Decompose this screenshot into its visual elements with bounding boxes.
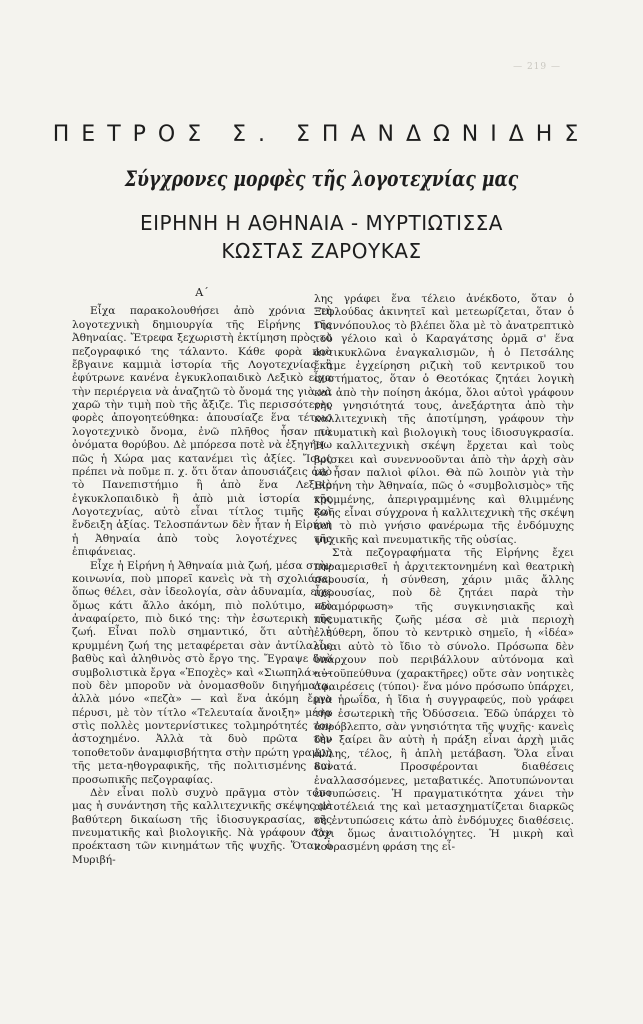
paragraph: Στὰ πεζογραφήματα τῆς Εἰρήνης ἔχει παραμερισθεῖ ἡ ἀρχιτεκτονημένη καὶ θεατρικὴ παρουσία, ἡ σύνθεση, χάριν μιᾶς ἄλλης παρουσίας, ποὺ δὲ ζητάει παρὰ τὴν «διαμόρφωση» τῆς συγκινησιακῆς καὶ πνευματικῆς ζωῆς μέσα σὲ μιὰ περιοχὴ ἐλεύθερη, ὅπου τὸ κεντρικὸ σημεῖο, ἡ «ἰδέα» εἶναι αὐτὸ τὸ ἴδιο τὸ σύνολο. Πρόσωπα δὲν ὑπάρχουν ποὺ περιβάλλουν αὐτόνομα καὶ αὐτοϋπεύθυνα (χαρακτῆρες) οὔτε σὰν νοητικὲς ἀφαιρέσεις (τύποι)· ἕνα μόνο πρόσωπο ὑπάρχει, μιὰ ἡρωΐδα, ἡ ἴδια ἡ συγγραφεύς, ποὺ γράφει τὴν ἐσωτερικὴ τῆς Ὀδύσσεια. Ἐδῶ ὑπάρχει τὸ ἀπρόβλεπτο, σὰν γνησιότητα τῆς ψυχῆς· κανεὶς δὲν ξαίρει ἂν αὐτὴ ἡ πράξη εἶναι ἀρχὴ μιᾶς ἄλλης, τέλος, ἢ ἁπλὴ μετάβαση. Ὅλα εἶναι δυνατά. Προσφέρονται διαθέσεις ἐναλλασσόμενες, μεταβατικές. Ἀποτυπώνονται ἐντυπώσεις. Ἡ πραγματικότητα χάνει τὴν αὐτοτέλειά της καὶ μετασχηματίζεται διαρκῶς σὲ ἐντυπώσεις κάτω ἀπὸ ἐνδόμυχες διαθέσεις. Ὄχι ὅμως ἀναιτιολόγητες. Ἡ μικρὴ καὶ κουρασμένη φράση της εἶ- xyxy=(314,547,574,854)
paragraph: Εἶχε ἡ Εἰρήνη ἡ Ἀθηναία μιὰ ζωή, μέσα στὴν κοινωνία, ποὺ μπορεῖ κανεὶς νὰ τὴ σχολιάσει ὅπως θέλει, σὰν ἰδεολογία, σὰν ἀδυναμία, εἶχε ὅμως κάτι ἄλλο ἀκόμη, πιὸ πολύτιμο, πιὸ ἀναφαίρετο, πιὸ δικό της: τὴν ἐσωτερικὴ τῆς ζωή. Εἶναι πολὺ σημαντικό, ὅτι αὐτὴ ἡ κρυμμένη ζωή της μεταφέρεται σὰν ἀντίλαλος βαθὺς καὶ ἀληθινὸς στὸ ἔργο της. Ἔγραψε δυὸ συμβολιστικὰ ἔργα «Ἐποχὲς» καὶ «Σιωπηλά» — ποὺ δὲν μποροῦν νὰ ὀνομασθοῦν διηγήματα, ἀλλὰ μόνο «πεζὰ» — καὶ ἕνα ἀκόμη ἔργο πέρυσι, μὲ τὸν τίτλο «Τελευταία ἄνοιξη» μέσα στὶς πολλὲς μοντερνίστικες τολμηρότητές του ἀστοχημένο. Ἀλλὰ τὰ δυὸ πρῶτα τὴν τοποθετοῦν ἀναμφισβήτητα στὴν πρώτη γραμμὴ τῆς μετα-ηθογραφικῆς, τῆς πολιτισμένης καὶ προσωπικῆς πεζογραφίας. xyxy=(72,559,332,786)
paragraph: Δὲν εἶναι πολὺ συχνὸ πρᾶγμα στὸν τόπο μας ἡ συνάντηση τῆς καλλιτεχνικῆς σκέψης μὲ βαθύτερη δικαίωση τῆς ἰδιοσυγκρασίας, τῆς πνευματικῆς καὶ βιολογικῆς. Νὰ γράφουν σὰν προέκταση τῶν κινημάτων τῆς ψυχῆς. Ὅταν ὁ Μυριβή- xyxy=(72,786,332,866)
paragraph: λης γράφει ἕνα τέλειο ἀνέκδοτο, ὅταν ὁ Ξεφλούδας ἀκινητεῖ καὶ μετεωρίζεται, ὅταν ὁ Γιαννόπουλος τὸ βλέπει ὅλα μὲ τὸ ἀνατρεπτικὸ τοῦ γέλοιο καὶ ὁ Καραγάτσης ὁρμᾶ σ' ἕνα ἀντικυκλῶνα ἐναγκαλισμῶν, ἡ ὁ Πετσάλης ἔκαμε ἐγχείρηση ριζικὴ τοῦ κεντρικοῦ του συστήματος, ὅταν ὁ Θεοτόκας ζητάει λογικὴ καὶ ἀπὸ τὴν ποίηση ἀκόμα, ὅλοι αὐτοὶ γράφουν τὴν γνησιότητά τους, ἀνεξάρτητα ἀπὸ τὴν καλλιτεχνικὴ τῆς ἀποτίμηση, γράφουν τὴν πνευματικὴ καὶ βιολογικὴ τους ἰδιοσυγκρασία. Ἡ καλλιτεχνικὴ σκέψη ἔρχεται καὶ τοὺς βρίσκει καὶ συνεννοοῦνται ἀπὸ τὴν ἀρχὴ σὰν νὰ ἦσαν παλιοὶ φίλοι. Θὰ πῶ λοιπὸν γιὰ τὴν Εἰρήνη τὴν Ἀθηναία, πῶς ὁ «συμβολισμὸς» τῆς κρυμμένης, ἀπεριγραμμένης καὶ θλιμμένης ζωῆς εἶναι σύγχρονα ἡ καλλιτεχνικὴ τῆς σκέψη καὶ τὸ πιὸ γνήσιο φανέρωμα τῆς ἐνδόμυχης ψυχικῆς καὶ πνευματικῆς τῆς οὐσίας. xyxy=(314,293,574,546)
article-subtitle-line1: ΕΙΡΗΝΗ Η ΑΘΗΝΑΙΑ - ΜΥΡΤΙΩΤΙΣΣΑ xyxy=(139,211,503,235)
author-name: ΠΕΤΡΟΣ Σ. ΣΠΑΝΔΩΝΙΔΗΣ xyxy=(52,122,591,147)
article-subtitle-line2: ΚΩΣΤΑΣ ΖΑΡΟΥΚΑΣ xyxy=(221,239,422,263)
page-number: — 219 — xyxy=(513,62,561,72)
paragraph: Εἶχα παρακολουθήσει ἀπὸ χρόνια τὴ λογοτεχνικὴ δημιουργία τῆς Εἰρήνης τῆς Ἀθηναίας. Ἔτρεφα ξεχωριστὴ ἐκτίμηση πρὸς τὸ πεζογραφικό της τάλαντο. Κάθε φορὰ ποὺ ἔβγαινε καμμιὰ ἱστορία τῆς Λογοτεχνίας ἢ ἐφύτρωνε κανένα ἐγκυκλοπαιδικὸ Λεξικὸ εἶχα τὴν περιέργεια νὰ ἀναζητῶ τὸ ὄνομά της γιὰ νὰ χαρῶ τὴν τιμὴ ποὺ τῆς ἄξιζε. Τὶς περισσότερες φορὲς ἀπογοητεύθηκα: ἀπουσίαζε ἕνα τέτοιο λογοτεχνικὸ ὄνομα, ἐνῶ πλῆθος ἦσαν τὰ ὀνόματα θορύβου. Δὲ μπόρεσα ποτὲ νὰ ἐξηγήσω πῶς ἡ Χώρα μας κατανέμει τὶς ἀξίες. Ἴσως πρέπει νὰ ποῦμε π. χ. ὅτι ὅταν ἀπουσιάζεις ἀπὸ τὸ Πανεπιστήμιο ἢ ἀπὸ ἕνα Λεξικὸ ἐγκυκλοπαιδικὸ ἢ ἀπὸ μιὰ ἱστορία τῆς Λογοτεχνίας, αὐτὸ εἶναι τίτλος τιμῆς καὶ ἔνδειξη ἀξίας. Τελοσπάντων δὲν ἦταν ἡ Εἰρήνη ἡ Ἀθηναία ἀπὸ τοὺς λογοτέχνες τῆς ἐπιφάνειας. xyxy=(72,305,332,559)
right-column xyxy=(314,293,574,855)
section-mark: Α΄ xyxy=(195,286,209,299)
article-title: Σύγχρονες μορφὲς τῆς λογοτεχνίας μας xyxy=(124,166,519,191)
left-column xyxy=(72,286,332,867)
